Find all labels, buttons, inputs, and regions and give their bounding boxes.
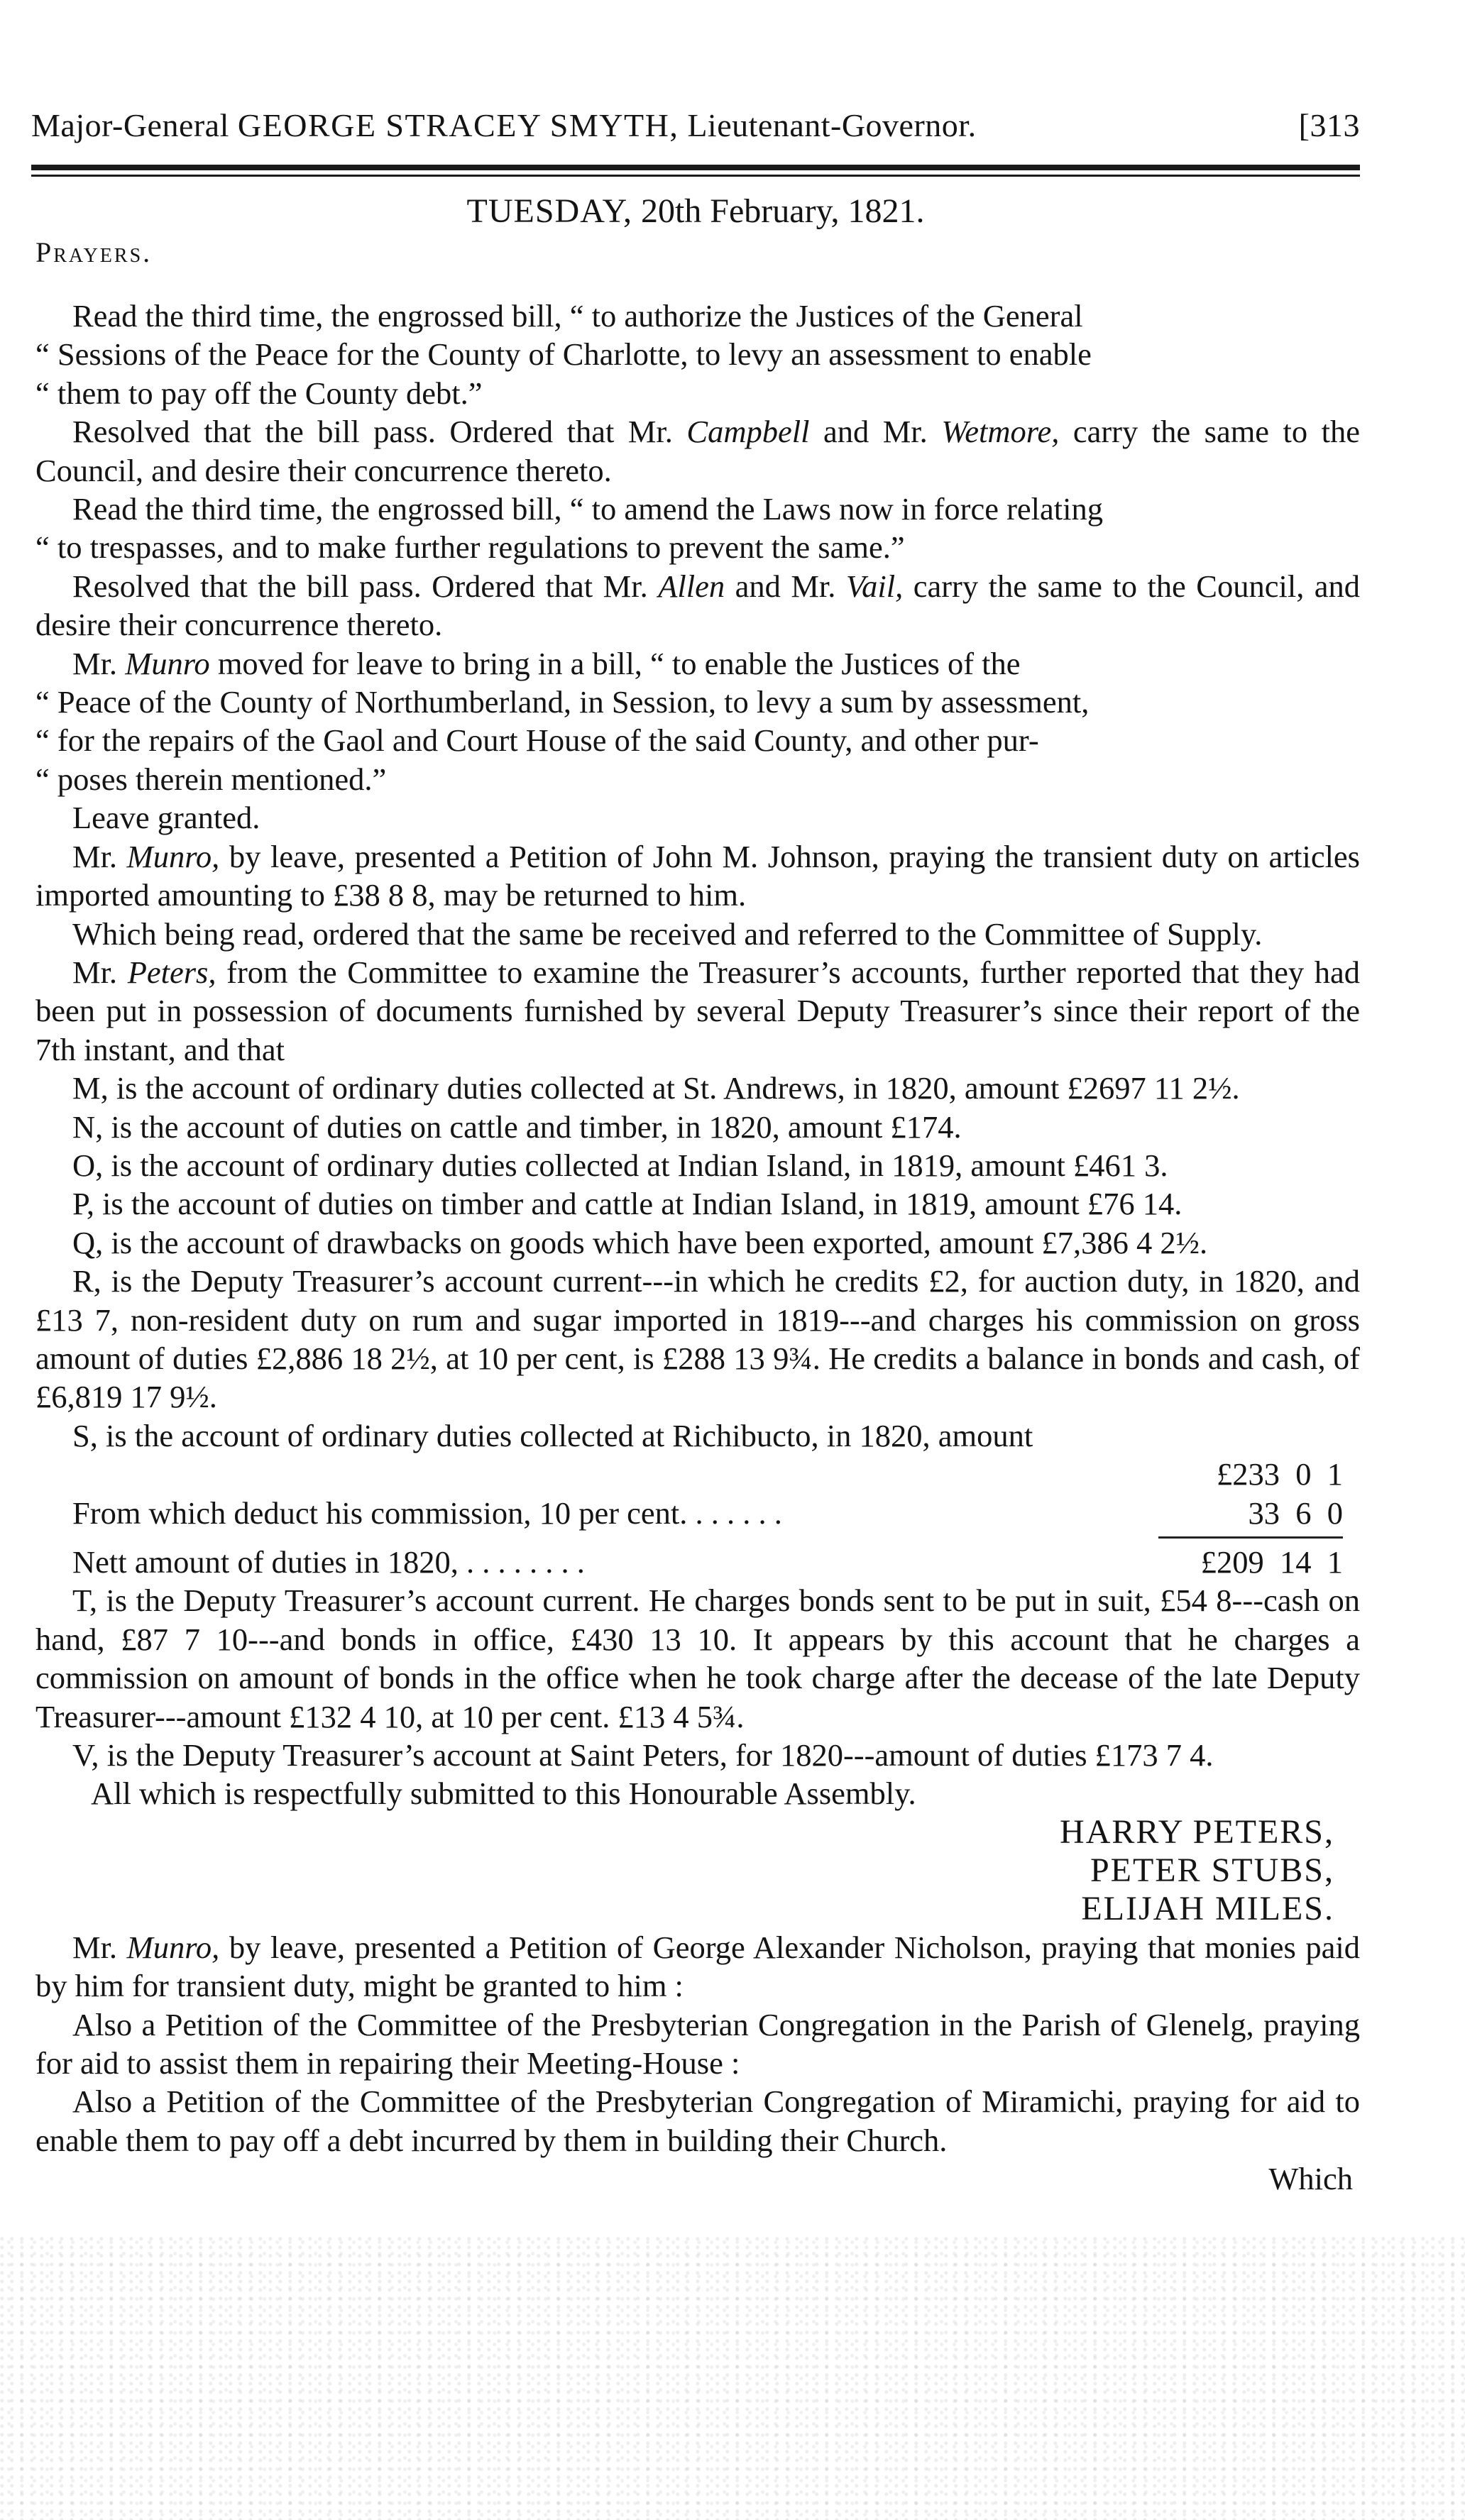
deduct-leader-dots: . . . . . . [695,1495,782,1531]
account-item-p: P, is the account of duties on timber and cattle at Indian Island, in 1819, amount £76 14. [72,1186,1183,1222]
nett-amount: £209 14 1 [1200,1544,1343,1580]
bill-charlotte-line-3: “ them to pay off the County debt.” [35,375,483,411]
bill-trespass-line-1: Read the third time, the engrossed bill, “ to amend the Laws now in force relating [72,491,1104,527]
member-name-munro-2: Munro, [126,838,220,874]
deduct-label-text: From which deduct his commission, 10 per cent. [72,1495,688,1531]
account-item-v: V, is the Deputy Treasurer’s account at Saint Peters, for 1820---amount of duties £173 7 4. [72,1737,1214,1773]
nicholson-petition-mr: Mr. [72,1929,118,1965]
header-prefix: Major-General [31,107,229,143]
account-s-amount: £233 0 1 [1217,1456,1343,1492]
peters-report-mr: Mr. [72,954,118,990]
signer-elijah-miles: ELIJAH MILES. [1081,1889,1334,1927]
nicholson-petition-text: by leave, presented a Petition of George Alexander Nicholson, praying that monies paid by him for transient duty, might be granted to him : [35,1929,1361,2004]
member-name-peters: Peters, [127,954,216,990]
deduct-label [35,1494,782,1532]
resolved-2-text-b: and Mr. [735,568,836,604]
catchword: Which [1268,2161,1353,2197]
account-item-o: O, is the account of ordinary duties collected at Indian Island, in 1819, amount £461 3. [72,1147,1168,1183]
running-header [31,106,1360,144]
header-rule-thick [31,165,1360,170]
nett-label-text: Nett amount of duties in 1820, [72,1544,459,1580]
page-number: [313 [1298,107,1360,143]
member-name-campbell: Campbell [686,414,810,450]
header-rule-thin [31,175,1360,177]
bill-charlotte-line-2: “ Sessions of the Peace for the County of Charlotte, to levy an assessment to enable [35,336,1092,373]
signer-peter-stubs: PETER STUBS, [1090,1851,1334,1889]
header-name: GEORGE STRACEY SMYTH, [237,107,679,143]
munro-motion-line-1: moved for leave to bring in a bill, “ to enable the Justices of the [217,645,1021,681]
peters-report-text: from the Committee to examine the Treasurer’s accounts, further reported that they had been put in possession of documents furnished by several Deputy Treasurer’s since their report of the 7th instant, and that [35,954,1361,1067]
munro-motion-line-3: “ for the repairs of the Gaol and Court House of the said County, and other pur- [35,722,1039,759]
journal-body [35,297,1360,2199]
paragraph-bill-charlotte [35,297,1360,412]
session-date [31,192,1360,231]
paragraph-bill-trespass [35,490,1360,567]
resolved-2-text-a: Resolved that the bill pass. Ordered that Mr. [72,568,648,604]
nett-label [35,1543,585,1581]
signer-harry-peters: HARRY PETERS, [1060,1812,1334,1851]
member-name-allen: Allen [658,568,725,604]
account-item-q: Q, is the account of drawbacks on goods which have been exported, amount £7,386 4 2½. [72,1224,1208,1260]
account-item-t: T, is the Deputy Treasurer’s account current. He charges bonds sent to be put in suit, £54 8---cash on hand, £87 7 10---and bonds in office, £430 13 10. It appears by this account that he charges a commission on amount of bonds in the office when he took charge after the decease of the late Deputy Treasurer---amount £132 4 10, at 10 per cent. £13 4 5¾. [35,1583,1360,1734]
header-left [31,106,977,144]
paragraph-miramichi-petition: Also a Petition of the Committee of the Presbyterian Congregation of Miramichi, praying for aid to enable them to pay off a debt incurred by them in building their Church. [35,2084,1360,2158]
resolved-1-text-b: and Mr. [823,414,928,450]
member-name-munro-3: Munro, [126,1929,220,1965]
member-name-vail: Vail, [845,568,904,604]
johnson-petition-text: by leave, presented a Petition of John M. Johnson, praying the transient duty on articles imported amounting to £38 8 8, may be returned to him. [35,838,1361,913]
munro-motion-line-2: “ Peace of the County of Northumberland, in Session, to levy a sum by assessment, [35,684,1090,720]
paragraph-nicholson-petition [35,1928,1360,2005]
munro-motion-line-4: “ poses therein mentioned.” [35,761,387,797]
paragraph-glenelg-petition: Also a Petition of the Committee of the Presbyterian Congregation in the Parish of Glenelg, praying for aid to assist them in repairing their Meeting-House : [35,2006,1360,2081]
account-item-m: M, is the account of ordinary duties collected at St. Andrews, in 1820, amount £2697 11 2½. [72,1070,1240,1106]
account-item-r: R, is the Deputy Treasurer’s account current---in which he credits £2, for auction duty, in 1820, and £13 7, non-resident duty on rum and sugar imported in 1819---and charges his commission on gross amount of duties £2,886 18 2½, at 10 per cent, is £288 13 9¾. He credits a balance in bonds and cash, of £6,819 17 9½. [35,1263,1360,1415]
paragraph-submitted: All which is respectfully submitted to this Honourable Assembly. [91,1776,916,1812]
munro-motion-mr: Mr. [72,645,118,681]
paragraph-peters-report [35,953,1360,1069]
paragraph-munro-motion [35,644,1360,799]
johnson-petition-mr: Mr. [72,838,118,874]
member-name-munro: Munro [125,645,210,681]
nett-leader-dots: . . . . . . . . [466,1544,585,1580]
deduct-row [35,1494,1360,1532]
journal-page [31,0,1422,2520]
committee-signers [35,1813,1360,1928]
member-name-wetmore: Wetmore, [941,414,1060,450]
prayers-heading: Prayers. [35,236,153,268]
account-s-amount-row [35,1455,1360,1493]
paragraph-leave-granted: Leave granted. [72,800,260,836]
account-item-n: N, is the account of duties on cattle and timber, in 1820, amount £174. [72,1108,962,1145]
paragraph-resolved-2 [35,567,1360,644]
resolved-1-text-c: carry the same to the Council, and desire their concurrence thereto. [35,414,1361,488]
account-item-s: S, is the account of ordinary duties collected at Richibucto, in 1820, amount [72,1417,1033,1453]
sum-rule [1158,1536,1343,1539]
deduct-amount: 33 6 0 [1248,1495,1343,1531]
bill-charlotte-line-1: Read the third time, the engrossed bill, “ to authorize the Justices of the General [72,298,1083,334]
paragraph-johnson-petition [35,837,1360,915]
nett-row [35,1543,1360,1581]
resolved-2-text-c: carry the same to the Council, and desire their concurrence thereto. [35,568,1361,643]
date-day: TUESDAY, [466,192,632,230]
paragraph-resolved-1 [35,412,1360,490]
paragraph-referred-supply: Which being read, ordered that the same be received and referred to the Committee of Supply. [72,915,1263,952]
header-title: Lieutenant-Governor. [687,107,977,143]
resolved-1-text-a: Resolved that the bill pass. Ordered that Mr. [72,414,673,450]
date-rest: 20th February, 1821. [640,192,925,230]
bill-trespass-line-2: “ to trespasses, and to make further regulations to prevent the same.” [35,529,905,566]
